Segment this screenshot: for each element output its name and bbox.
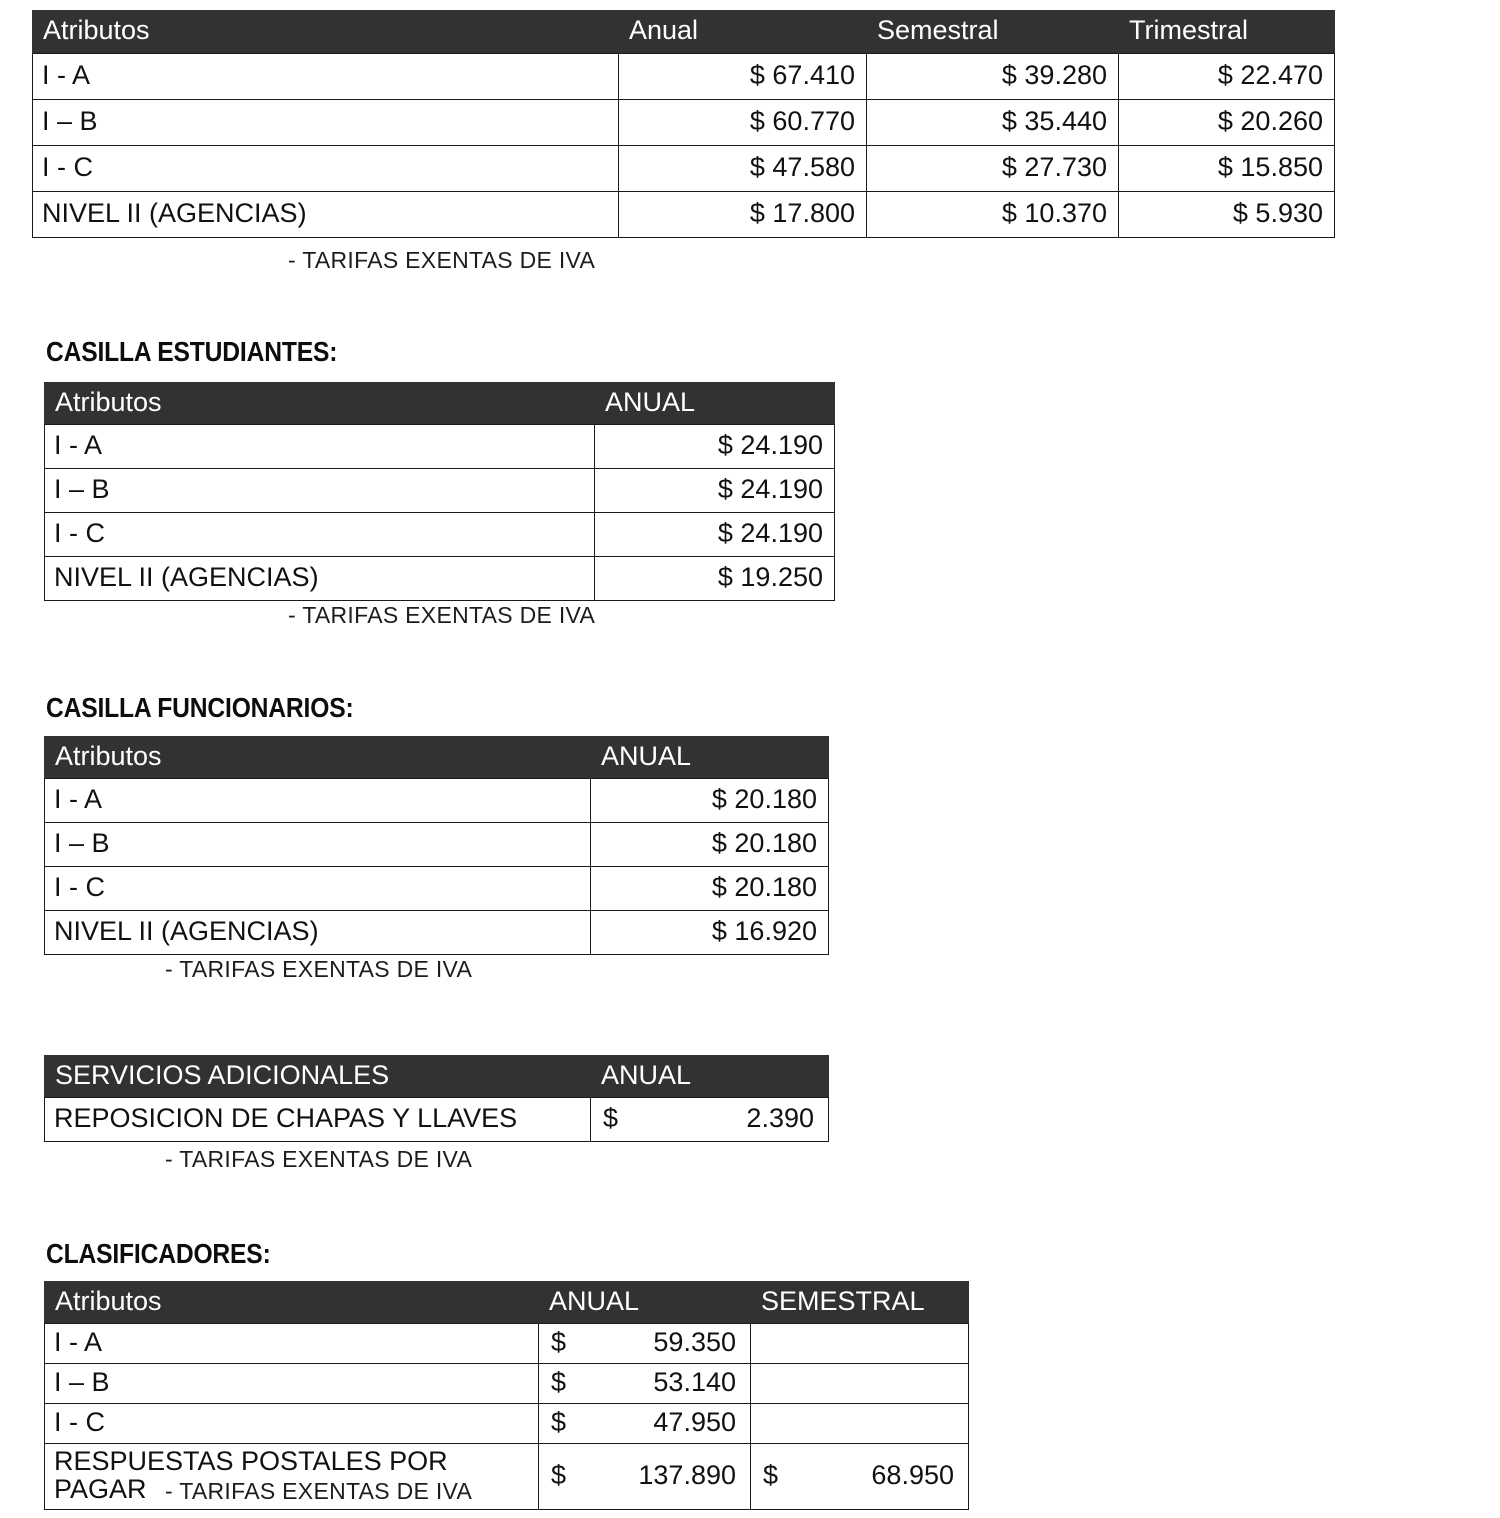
cell-trimestral: $ 22.470 xyxy=(1119,54,1335,100)
table-row xyxy=(45,1324,969,1364)
table-row xyxy=(45,469,835,513)
servicios-adicionales-table xyxy=(44,1055,829,1142)
cell-trimestral: $ 20.260 xyxy=(1119,100,1335,146)
cell-attribute: I - C xyxy=(45,1404,539,1444)
section-title-casilla-funcionarios: CASILLA FUNCIONARIOS: xyxy=(46,692,354,723)
cell-attribute: I - A xyxy=(45,425,595,469)
cell-anual xyxy=(539,1364,751,1404)
cell-anual xyxy=(539,1404,751,1444)
section-title-casilla-estudiantes: CASILLA ESTUDIANTES: xyxy=(46,336,338,367)
casilla-estudiantes-table xyxy=(44,382,835,601)
table-row xyxy=(33,54,1335,100)
section-title-clasificadores: CLASIFICADORES: xyxy=(46,1238,271,1269)
table-header-row xyxy=(45,383,835,425)
table-row xyxy=(33,146,1335,192)
currency-symbol: $ xyxy=(551,1460,567,1491)
column-header-anual: ANUAL xyxy=(539,1282,751,1324)
column-header-semestral: Semestral xyxy=(867,11,1119,54)
cell-attribute: I - C xyxy=(45,513,595,557)
column-header-anual: ANUAL xyxy=(595,383,835,425)
cell-trimestral: $ 15.850 xyxy=(1119,146,1335,192)
amount-value: 137.890 xyxy=(638,1460,736,1491)
cell-anual: $ 19.250 xyxy=(595,557,835,601)
amount-value: 53.140 xyxy=(653,1367,736,1398)
cell-anual: $ 20.180 xyxy=(591,779,829,823)
amount-value: 47.950 xyxy=(653,1407,736,1438)
note-tarifas-exentas: - TARIFAS EXENTAS DE IVA xyxy=(165,1478,473,1504)
cell-semestral: $ 27.730 xyxy=(867,146,1119,192)
cell-attribute: NIVEL II (AGENCIAS) xyxy=(33,192,619,238)
amount-value: 2.390 xyxy=(746,1103,814,1134)
cell-anual xyxy=(539,1324,751,1364)
currency-symbol: $ xyxy=(603,1103,619,1134)
cell-attribute: REPOSICION DE CHAPAS Y LLAVES xyxy=(45,1098,591,1142)
cell-anual: $ 20.180 xyxy=(591,867,829,911)
cell-anual: $ 24.190 xyxy=(595,425,835,469)
note-tarifas-exentas: - TARIFAS EXENTAS DE IVA xyxy=(288,247,596,273)
cell-attribute: I - A xyxy=(33,54,619,100)
column-header-atributos: Atributos xyxy=(45,383,595,425)
note-tarifas-exentas: - TARIFAS EXENTAS DE IVA xyxy=(165,956,473,982)
cell-attribute: I – B xyxy=(45,1364,539,1404)
table-row xyxy=(45,425,835,469)
table-row xyxy=(45,1404,969,1444)
cell-anual: $ 67.410 xyxy=(619,54,867,100)
currency-symbol: $ xyxy=(551,1407,567,1438)
column-header-anual: ANUAL xyxy=(591,737,829,779)
cell-anual: $ 20.180 xyxy=(591,823,829,867)
cell-semestral xyxy=(751,1444,969,1510)
table-row xyxy=(45,779,829,823)
cell-anual: $ 24.190 xyxy=(595,469,835,513)
cell-attribute: NIVEL II (AGENCIAS) xyxy=(45,557,595,601)
cell-trimestral: $ 5.930 xyxy=(1119,192,1335,238)
cell-anual: $ 60.770 xyxy=(619,100,867,146)
table-header-row xyxy=(33,11,1335,54)
cell-attribute: I - C xyxy=(33,146,619,192)
table-row xyxy=(45,557,835,601)
cell-attribute: I – B xyxy=(45,469,595,513)
column-header-trimestral: Trimestral xyxy=(1119,11,1335,54)
column-header-anual: Anual xyxy=(619,11,867,54)
currency-symbol: $ xyxy=(551,1327,567,1358)
currency-symbol: $ xyxy=(551,1367,567,1398)
table-row xyxy=(33,192,1335,238)
column-header-atributos: Atributos xyxy=(45,737,591,779)
cell-attribute: I – B xyxy=(45,823,591,867)
column-header-servicios-adicionales: SERVICIOS ADICIONALES xyxy=(45,1056,591,1098)
clasificadores-table xyxy=(44,1281,969,1510)
cell-attribute: NIVEL II (AGENCIAS) xyxy=(45,911,591,955)
cell-attribute: I - A xyxy=(45,779,591,823)
column-header-atributos: Atributos xyxy=(33,11,619,54)
cell-semestral xyxy=(751,1364,969,1404)
amount-value: 59.350 xyxy=(653,1327,736,1358)
column-header-anual: ANUAL xyxy=(591,1056,829,1098)
casillas-principales-table xyxy=(32,10,1335,238)
cell-attribute: I - A xyxy=(45,1324,539,1364)
table-header-row xyxy=(45,737,829,779)
column-header-atributos: Atributos xyxy=(45,1282,539,1324)
cell-anual: $ 16.920 xyxy=(591,911,829,955)
casilla-funcionarios-table xyxy=(44,736,829,955)
column-header-semestral: SEMESTRAL xyxy=(751,1282,969,1324)
cell-anual xyxy=(591,1098,829,1142)
cell-anual: $ 17.800 xyxy=(619,192,867,238)
cell-semestral: $ 35.440 xyxy=(867,100,1119,146)
note-tarifas-exentas: - TARIFAS EXENTAS DE IVA xyxy=(288,602,596,628)
table-row xyxy=(45,867,829,911)
cell-attribute: RESPUESTAS POSTALES POR PAGAR xyxy=(45,1444,539,1510)
table-row xyxy=(45,1098,829,1142)
cell-semestral xyxy=(751,1324,969,1364)
cell-attribute: I – B xyxy=(33,100,619,146)
amount-value: 68.950 xyxy=(871,1460,954,1491)
cell-attribute: I - C xyxy=(45,867,591,911)
cell-semestral: $ 10.370 xyxy=(867,192,1119,238)
table-row xyxy=(45,823,829,867)
cell-anual xyxy=(539,1444,751,1510)
cell-semestral: $ 39.280 xyxy=(867,54,1119,100)
cell-semestral xyxy=(751,1404,969,1444)
table-row xyxy=(33,100,1335,146)
cell-anual: $ 47.580 xyxy=(619,146,867,192)
table-row xyxy=(45,1364,969,1404)
table-row xyxy=(45,911,829,955)
cell-anual: $ 24.190 xyxy=(595,513,835,557)
currency-symbol: $ xyxy=(763,1460,779,1491)
table-row xyxy=(45,513,835,557)
table-header-row xyxy=(45,1282,969,1324)
table-header-row xyxy=(45,1056,829,1098)
note-tarifas-exentas: - TARIFAS EXENTAS DE IVA xyxy=(165,1146,473,1172)
